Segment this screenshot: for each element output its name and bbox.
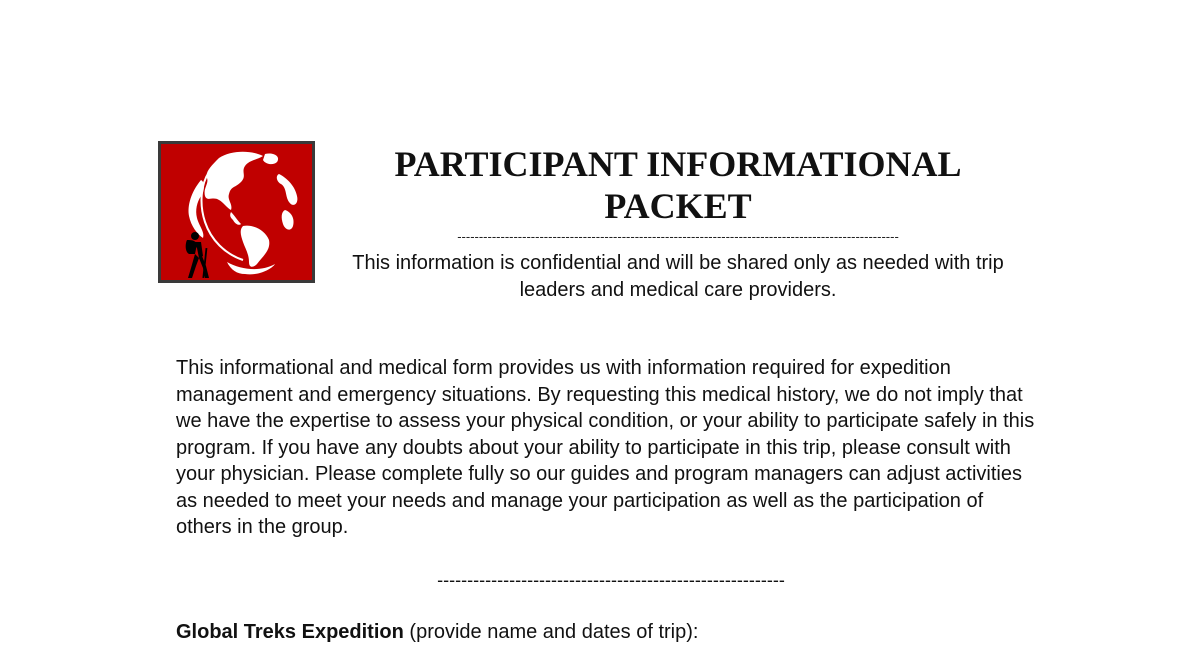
section-separator: ---------------------------------------------------------- (437, 570, 785, 590)
trip-label: Global Treks Expedition (176, 621, 404, 643)
packet-title: PARTICIPANT INFORMATIONAL PACKET (394, 144, 962, 226)
globe-hiker-logo (158, 141, 315, 283)
trip-hint: (provide name and dates of trip): (409, 621, 699, 643)
intro-paragraph: This informational and medical form provides us with information required for expedition management and emergency situations. By requesting this medical history, we do not imply that we have the expertise to assess your physical condition, or your ability to participate safely in this program. If you have any doubts about your ability to participate in this trip, please consult with your physician. Please complete fully so our guides and program managers can adjust activities as needed to meet your needs and manage your participation as well as the participation of others in the group. (176, 357, 1035, 538)
confidentiality-note: This information is confidential and will be shared only as needed with trip leaders and medical care providers. (352, 252, 1004, 301)
title-dashed-rule: ------------------------------------------------------------------------------------------------------ (457, 229, 899, 244)
trip-field-label (176, 619, 1036, 645)
globe-hiker-icon (161, 144, 312, 280)
